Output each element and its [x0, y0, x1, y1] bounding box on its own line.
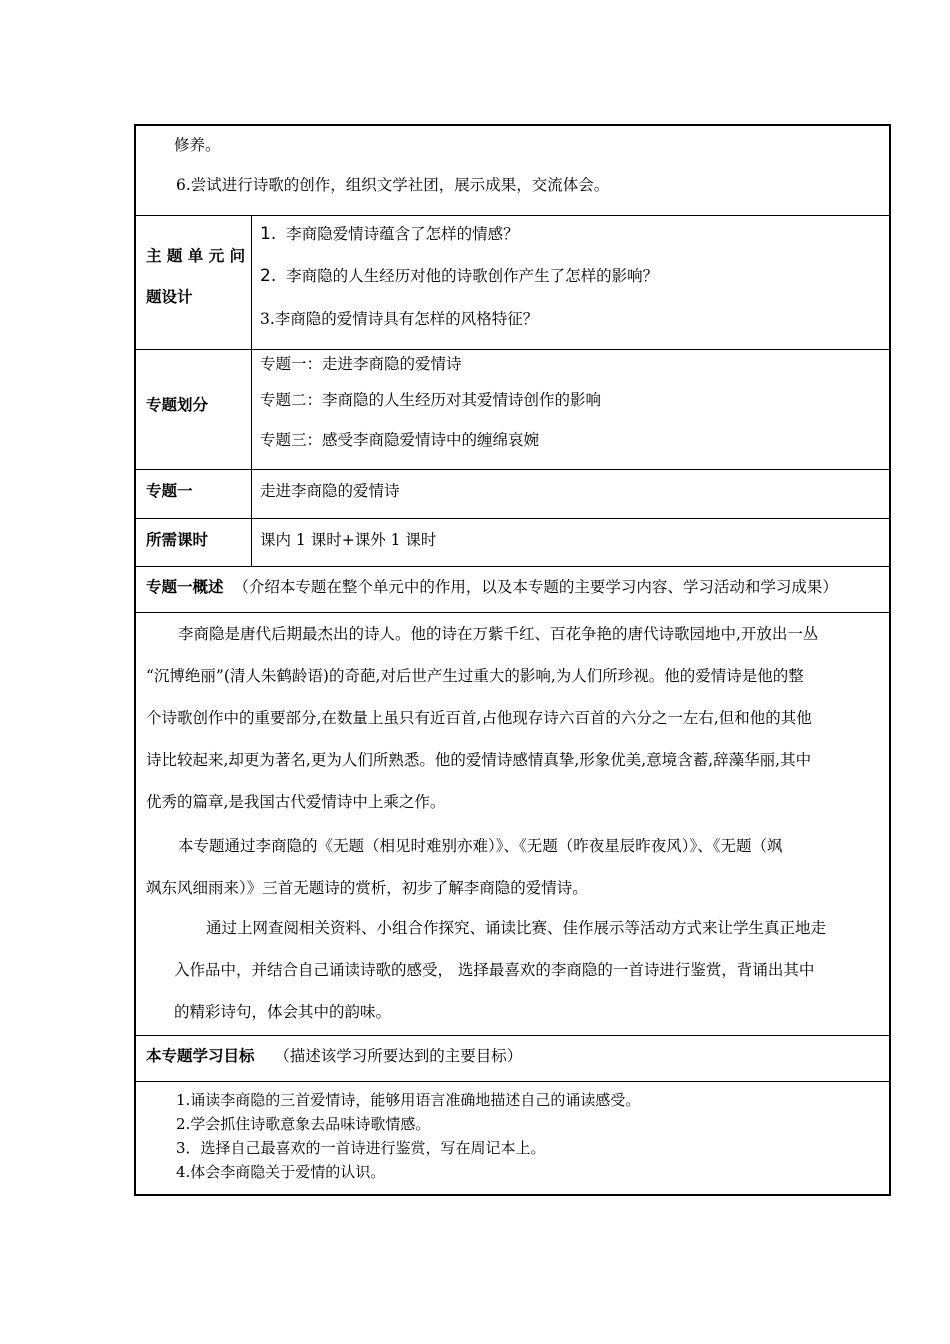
goals-heading: 本专题学习目标 （描述该学习所要达到的主要目标）	[146, 1047, 523, 1065]
topic-item-1: 专题一：走进李商隐的爱情诗	[260, 355, 462, 373]
topic-item-3: 专题三：感受李商隐爱情诗中的缠绵哀婉	[260, 431, 540, 449]
overview-heading: 专题一概述 （介绍本专题在整个单元中的作用，以及本专题的主要学习内容、学习活动和学习成果）	[146, 578, 838, 596]
question-3: 3.李商隐的爱情诗具有怎样的风格特征？	[260, 310, 539, 328]
overview-header-row	[136, 566, 889, 612]
goal-3: 3．选择自己最喜欢的一首诗进行鉴赏，写在周记本上。	[176, 1139, 546, 1157]
hours-label: 所需课时	[146, 531, 209, 549]
unit-questions-label-1: 主 题 单 元 问	[146, 247, 246, 265]
topic-division-label: 专题划分	[146, 396, 209, 414]
topic-one-row	[136, 469, 889, 518]
objective-6: 6.尝试进行诗歌的创作，组织文学社团，展示成果，交流体会。	[176, 176, 610, 194]
unit-questions-row	[136, 215, 889, 349]
hours-value: 课内 1 课时+课外 1 课时	[260, 531, 437, 549]
question-1: 1. 李商隐爱情诗蕴含了怎样的情感？	[260, 224, 519, 244]
topic-one-value: 走进李商隐的爱情诗	[260, 482, 400, 500]
lesson-plan-table	[134, 124, 891, 1196]
goal-4: 4.体会李商隐关于爱情的认识。	[176, 1163, 386, 1181]
overview-paragraph-1: 李商隐是唐代后期最杰出的诗人。他的诗在万紫千红、百花争艳的唐代诗歌园地中,开放出一丛 “沉博绝丽”(清人朱鹤龄语)的奇葩,对后世产生过重大的影响,为人们所珍视。他的爱情诗是他的整 个诗歌创作中的重要部分,在数量上虽只有近百首,占他现存诗六百首的六分之一左右,但和他的其他 诗比较起来,却更为著名,更为人们所熟悉。他的爱情诗感情真挚,形象优美,意境含蓄,辞藻华丽,其中 优秀的篇章,是我国古代爱情诗中上乘之作。	[146, 625, 819, 811]
overview-paragraph-2: 本专题通过李商隐的《无题（相见时难别亦难）》、《无题（昨夜星辰昨夜风）》、《无题（飒 飒东风细雨来）》三首无题诗的赏析，初步了解李商隐的爱情诗。	[146, 837, 783, 897]
goals-body-row	[136, 1081, 889, 1194]
goal-1: 1.诵读李商隐的三首爱情诗，能够用语言准确地描述自己的诵读感受。	[176, 1091, 641, 1109]
topic-division-row	[136, 349, 889, 469]
goal-2: 2.学会抓住诗歌意象去品味诗歌情感。	[176, 1115, 431, 1133]
topic-one-label: 专题一	[146, 482, 193, 500]
overview-body-row	[136, 612, 889, 1035]
label-column-divider	[251, 215, 252, 566]
question-2: 2. 李商隐的人生经历对他的诗歌创作产生了怎样的影响？	[260, 266, 659, 286]
hours-row	[136, 518, 889, 566]
topic-item-2: 专题二：李商隐的人生经历对其爱情诗创作的影响	[260, 391, 602, 409]
goals-header-row	[136, 1035, 889, 1081]
continued-text: 修养。	[174, 136, 221, 154]
overview-paragraph-3: 通过上网查阅相关资料、小组合作探究、诵读比赛、佳作展示等活动方式来让学生真正地走 入作品中，并结合自己诵读诗歌的感受， 选择最喜欢的李商隐的一首诗进行鉴赏，背诵出其中 的精彩诗句，体会其中的韵味。	[174, 919, 827, 1021]
unit-questions-label-2: 题设计	[146, 288, 193, 306]
